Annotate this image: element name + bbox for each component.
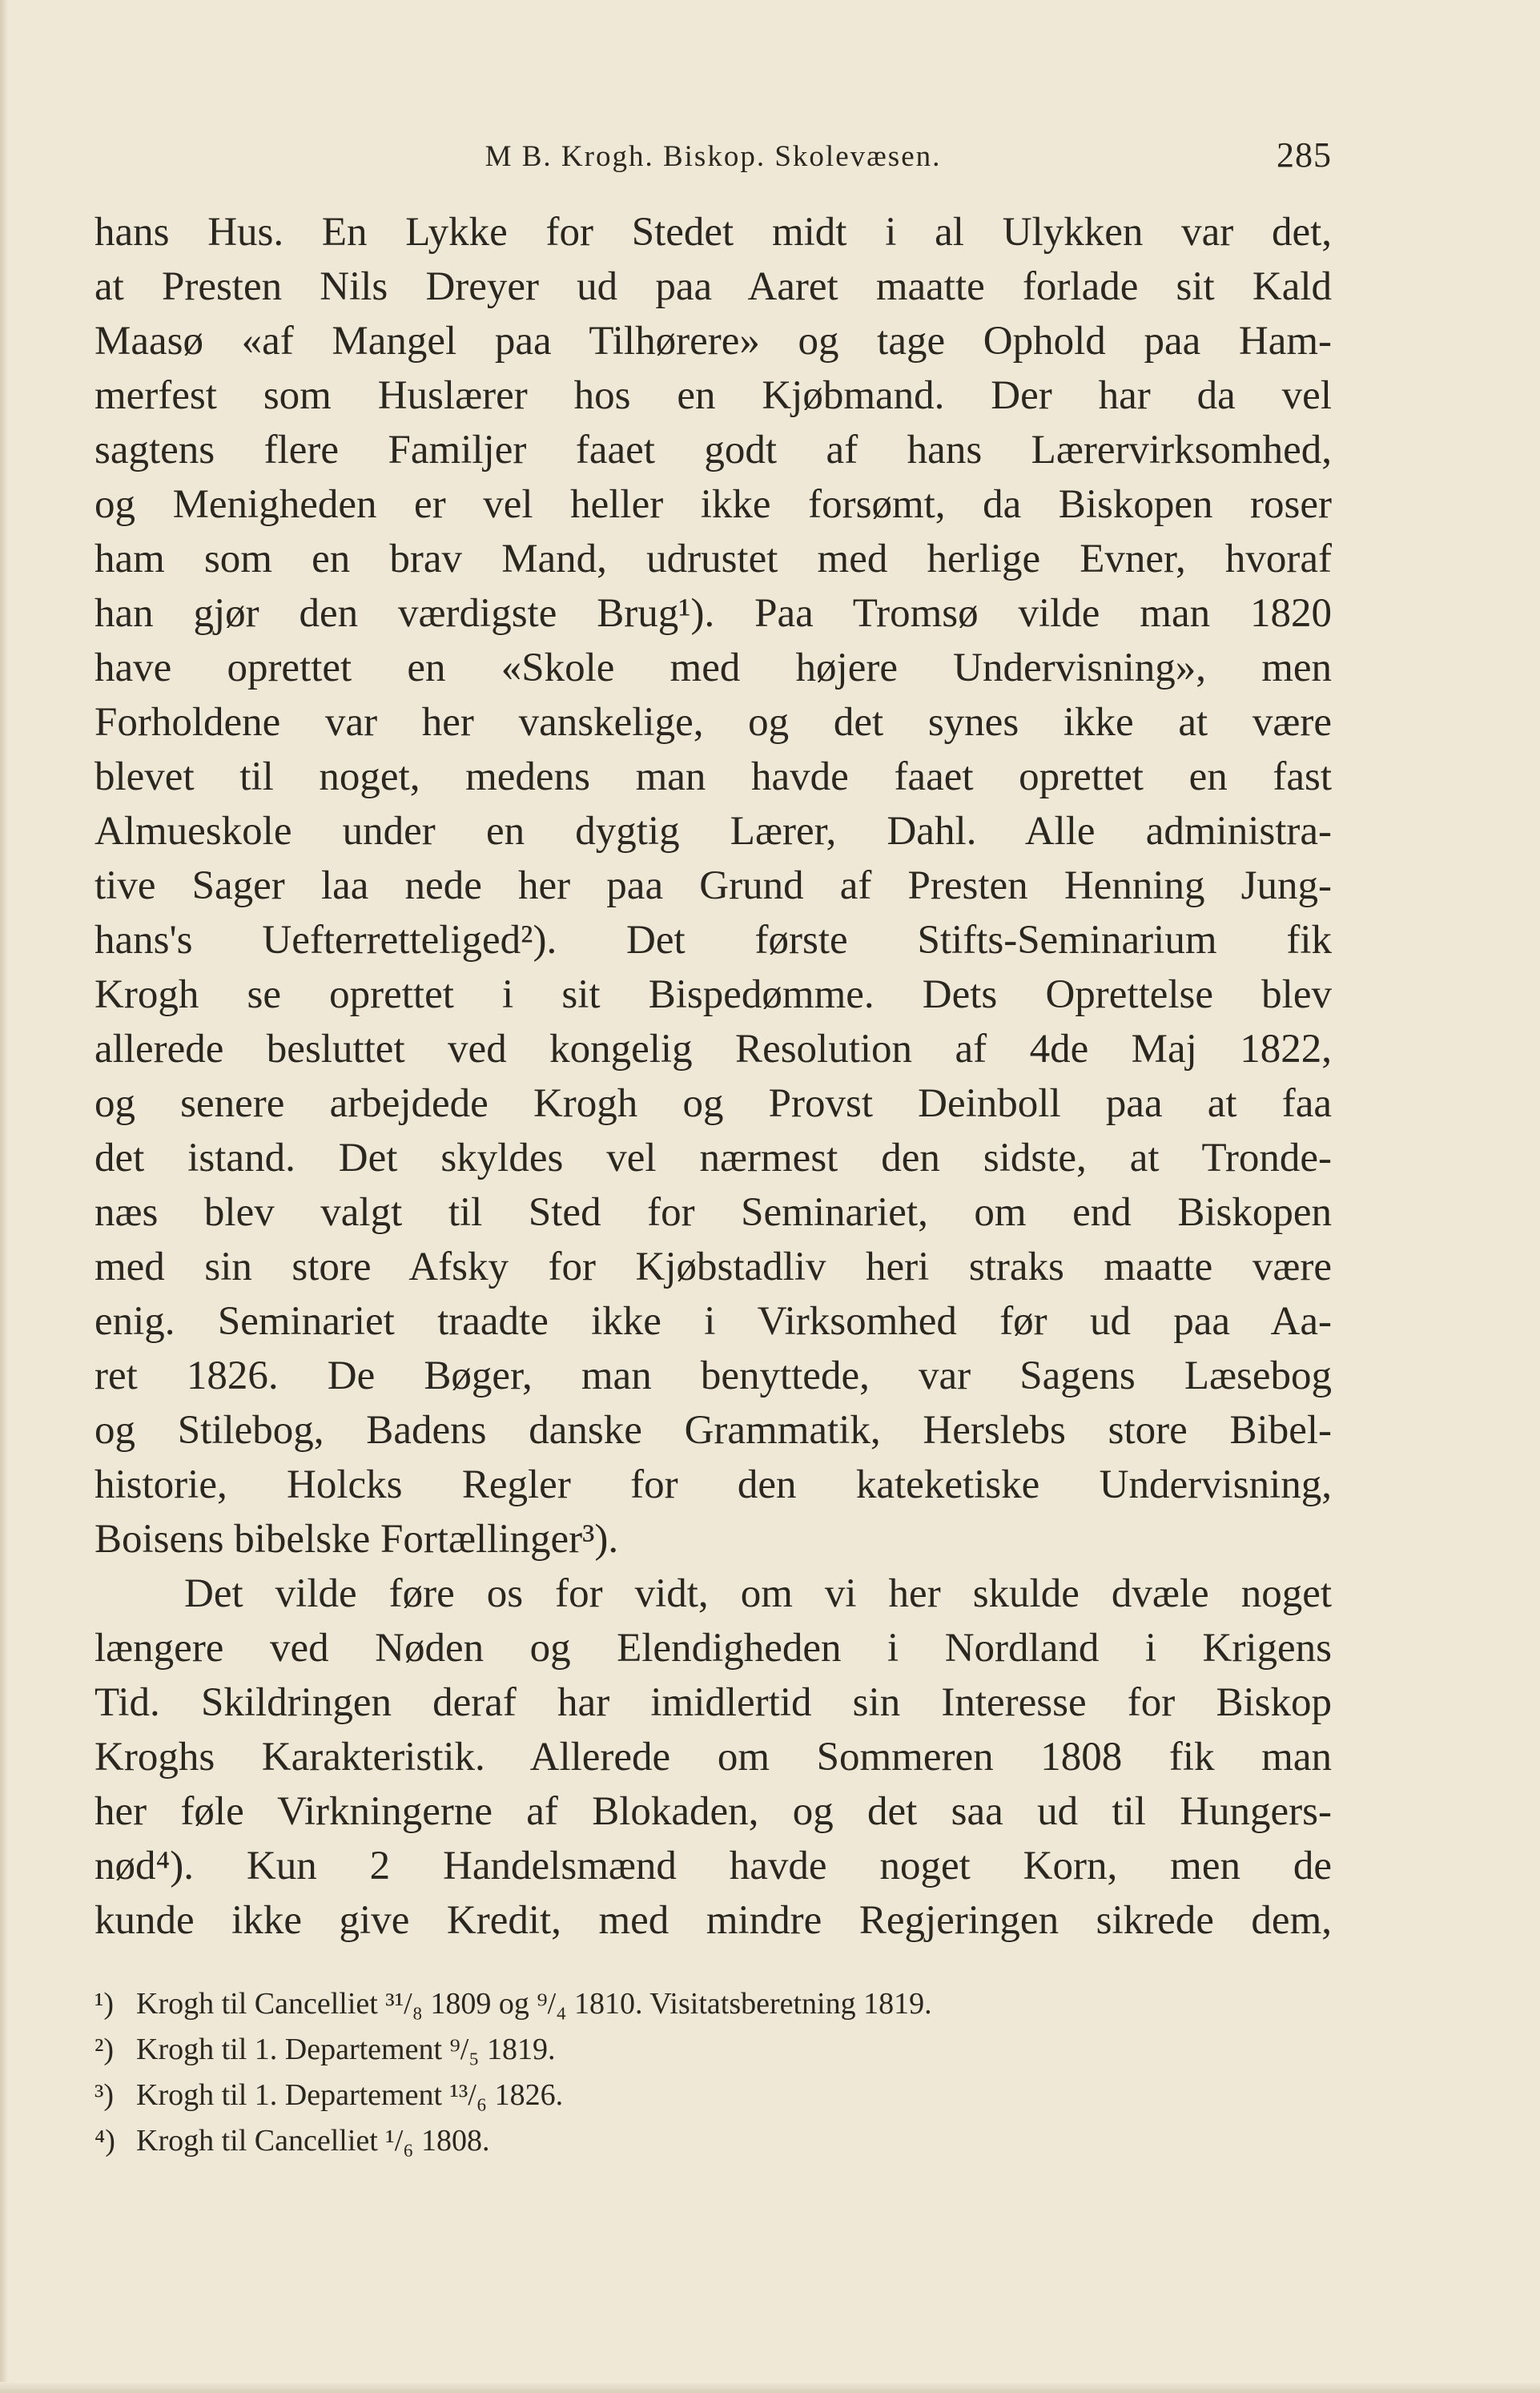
- page-bottom-edge: [0, 2382, 1540, 2393]
- text-line: Boisens bibelske Fortællinger³).: [94, 1517, 619, 1562]
- text-line: Krogh se oprettet i sit Bispedømme. Dets Oprettelse blev: [94, 972, 1332, 1017]
- running-head: [94, 135, 1332, 186]
- text-line: længere ved Nøden og Elendigheden i Nordland i Krigens: [94, 1626, 1332, 1671]
- footnote-text: Krogh til 1. Departement ¹³/₆ 1826.: [136, 2078, 564, 2112]
- text-line: han gjør den værdigste Brug¹). Paa Tromsø vilde man 1820: [94, 591, 1332, 636]
- footnote: [94, 1981, 1332, 2027]
- text-line: ret 1826. De Bøger, man benyttede, var Sagens Læsebog: [94, 1353, 1332, 1398]
- text-line: og Menigheden er vel heller ikke forsømt, da Biskopen roser: [94, 482, 1332, 527]
- footnote-marker: ²): [94, 2033, 115, 2066]
- text-line: Kroghs Karakteristik. Allerede om Sommeren 1808 fik man: [94, 1735, 1332, 1780]
- text-line: enig. Seminariet traadte ikke i Virksomhed før ud paa Aa-: [94, 1299, 1332, 1344]
- footnote-text: Krogh til Cancelliet ³¹/₈ 1809 og ⁹/₄ 1810. Visitatsberetning 1819.: [136, 1987, 932, 2021]
- text-line: næs blev valgt til Sted for Seminariet, om end Biskopen: [94, 1190, 1332, 1235]
- body-text: [94, 205, 1332, 1948]
- footnote-marker: ³): [94, 2078, 115, 2112]
- text-line: sagtens flere Familjer faaet godt af hans Lærervirksomhed,: [94, 428, 1332, 473]
- footnote-marker: ⁴): [94, 2124, 115, 2158]
- page-edge-shadow: [0, 0, 8, 2393]
- text-line: Det vilde føre os for vidt, om vi her skulde dvæle noget: [184, 1571, 1332, 1616]
- text-line: historie, Holcks Regler for den kateketiske Undervisning,: [94, 1462, 1332, 1507]
- text-line: Forholdene var her vanskelige, og det synes ikke at være: [94, 700, 1332, 745]
- text-line: Maasø «af Mangel paa Tilhørere» og tage Ophold paa Ham-: [94, 319, 1332, 364]
- text-line: kunde ikke give Kredit, med mindre Regjeringen sikrede dem,: [94, 1898, 1332, 1943]
- footnote: [94, 2027, 1332, 2073]
- page-number: 285: [1277, 135, 1332, 175]
- text-line: tive Sager laa nede her paa Grund af Presten Henning Jung-: [94, 863, 1332, 908]
- text-line: have oprettet en «Skole med højere Undervisning», men: [94, 646, 1332, 690]
- footnotes: [94, 1981, 1332, 2164]
- text-line: ham som en brav Mand, udrustet med herlige Evner, hvoraf: [94, 537, 1332, 581]
- footnote: [94, 2073, 1332, 2118]
- text-line: Tid. Skildringen deraf har imidlertid sin Interesse for Biskop: [94, 1680, 1332, 1725]
- footnote-text: Krogh til 1. Departement ⁹/₅ 1819.: [136, 2033, 556, 2066]
- text-line: hans's Uefterretteliged²). Det første Stifts-Seminarium fik: [94, 918, 1332, 963]
- footnote: [94, 2118, 1332, 2164]
- text-line: det istand. Det skyldes vel nærmest den sidste, at Tronde-: [94, 1136, 1332, 1180]
- text-line: merfest som Huslærer hos en Kjøbmand. Der har da vel: [94, 373, 1332, 418]
- text-line: og Stilebog, Badens danske Grammatik, Herslebs store Bibel-: [94, 1408, 1332, 1453]
- text-line: blevet til noget, medens man havde faaet oprettet en fast: [94, 754, 1332, 799]
- footnote-marker: ¹): [94, 1987, 115, 2021]
- text-line: her føle Virkningerne af Blokaden, og det saa ud til Hungers-: [94, 1789, 1332, 1834]
- text-line: og senere arbejdede Krogh og Provst Deinboll paa at faa: [94, 1081, 1332, 1126]
- footnote-text: Krogh til Cancelliet ¹/₆ 1808.: [136, 2124, 490, 2158]
- text-line: nød⁴). Kun 2 Handelsmænd havde noget Korn, men de: [94, 1844, 1332, 1888]
- text-line: Almueskole under en dygtig Lærer, Dahl. Alle administra-: [94, 809, 1332, 854]
- text-line: allerede besluttet ved kongelig Resolution af 4de Maj 1822,: [94, 1027, 1332, 1072]
- text-line: at Presten Nils Dreyer ud paa Aaret maatte forlade sit Kald: [94, 264, 1332, 309]
- text-line: hans Hus. En Lykke for Stedet midt i al Ulykken var det,: [94, 210, 1332, 255]
- text-line: med sin store Afsky for Kjøbstadliv heri straks maatte være: [94, 1245, 1332, 1289]
- running-title: M B. Krogh. Biskop. Skolevæsen.: [485, 140, 942, 173]
